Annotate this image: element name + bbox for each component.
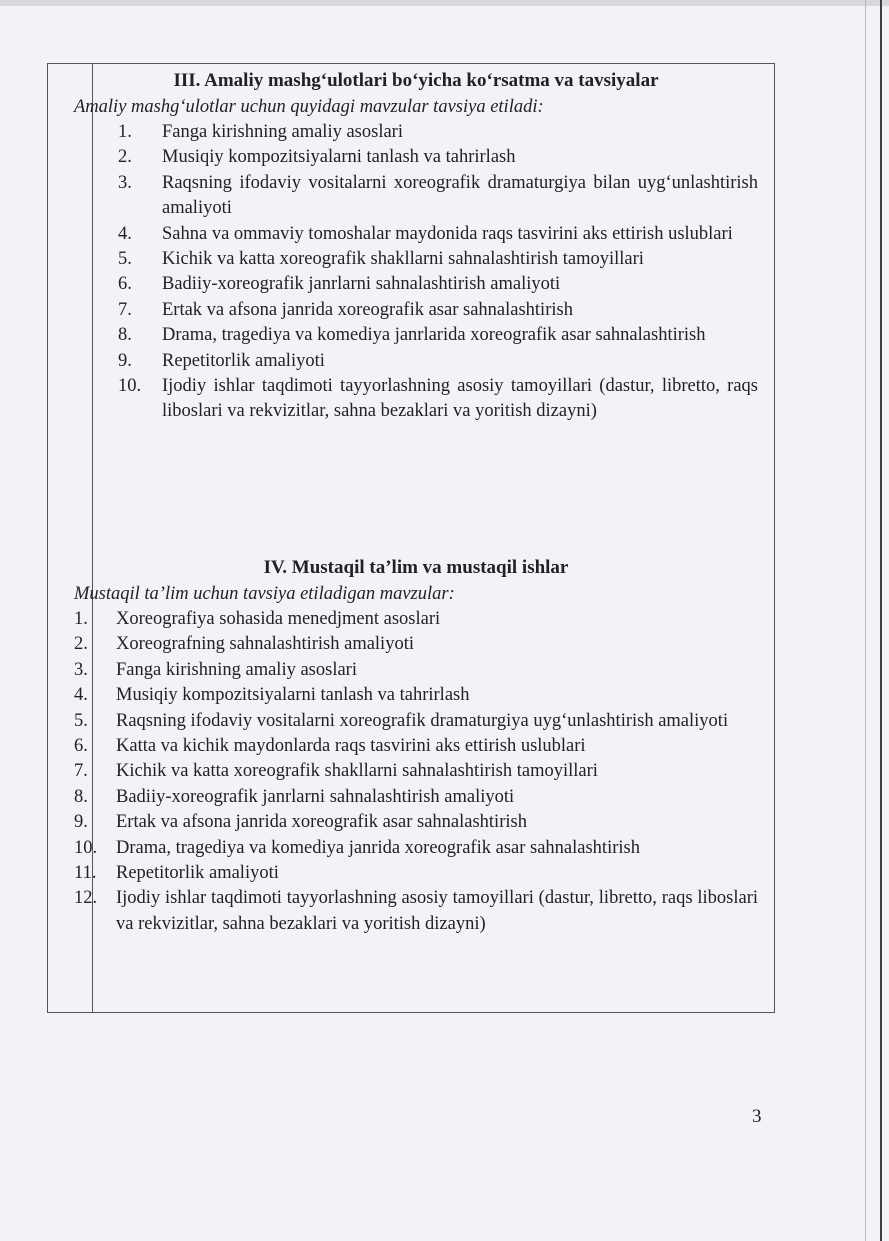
list-item [74,247,758,272]
list-item-text: Repetitorlik amaliyoti [162,350,325,371]
list-item [74,145,758,170]
list-item-number: 11. [74,863,97,884]
list-item-text: Kichik va katta xoreografik shakllarni sahnalashtirish tamoyillari [116,761,598,782]
list-item [74,836,758,861]
list-item-text: Xoreografiya sohasida menedjment asoslari [116,609,441,629]
list-item [74,120,758,145]
list-item-text: Drama, tragediya va komediya janrlarida xoreografik asar sahnalashtirish [162,325,706,346]
list-item-text: Musiqiy kompozitsiyalarni tanlash va tahrirlash [162,147,516,168]
list-item [74,759,758,784]
list-item-number: 3. [118,172,132,193]
list-item [74,171,758,222]
list-item [74,709,758,734]
list-item-text: Ijodiy ishlar taqdimoti tayyorlashning asosiy tamoyillari (dastur, libretto, raqs liboslari va rekvizitlar, sahna bezaklari va yoritish dizayni) [116,888,758,934]
list-item-text: Xoreografning sahnalashtirish amaliyoti [116,634,414,655]
list-item-number: 12. [74,888,98,909]
topic-list [74,120,758,425]
list-item-number: 4. [118,223,132,244]
list-item-number: 5. [74,710,88,731]
list-item [74,349,758,374]
page-edge-line [865,0,866,1241]
list-item-number: 9. [118,350,132,371]
list-item-number: 3. [74,659,88,680]
list-item-text: Kichik va katta xoreografik shakllarni sahnalashtirish tamoyillari [162,249,644,270]
list-item-number: 4. [74,685,88,706]
list-item [74,861,758,886]
list-item-number: 1. [74,609,88,629]
list-item-text: Katta va kichik maydonlarda raqs tasvirini aks ettirish uslublari [116,736,586,757]
binding-edge-line [880,0,882,1241]
list-item-text: Raqsning ifodaviy vositalarni xoreografik dramaturgiya uyg‘unlashtirish amaliyoti [116,710,729,731]
section-subtitle: Amaliy mashg‘ulotlar uchun quyidagi mavzular tavsiya etiladi: [74,97,544,117]
list-item [74,632,758,657]
list-item-number: 7. [118,299,132,320]
section-practical-exercises [74,68,758,425]
list-item-text: Drama, tragediya va komediya janrida xoreografik asar sahnalashtirish [116,837,640,858]
list-item [74,810,758,835]
section-title: III. Amaliy mashg‘ulotlari bo‘yicha ko‘rsatma va tavsiyalar [173,70,659,91]
list-item [74,272,758,297]
list-item [74,683,758,708]
list-item-number: 2. [118,147,132,168]
list-item-text: Fanga kirishning amaliy asoslari [116,659,357,680]
list-item [74,298,758,323]
list-item-number: 7. [74,761,88,782]
list-item [74,607,758,632]
list-item-text: Fanga kirishning amaliy asoslari [162,122,403,142]
list-item-number: 6. [74,736,88,757]
content-table [47,63,775,1013]
section-subtitle: Mustaqil ta’lim uchun tavsiya etiladigan mavzular: [74,584,455,604]
list-item [74,658,758,683]
page-number: 3 [752,1106,762,1127]
list-item [74,886,758,937]
list-item [74,323,758,348]
list-item-number: 8. [118,325,132,346]
topic-list [74,607,758,937]
scan-top-shade [0,0,889,6]
list-item-number: 10. [118,376,142,397]
list-item [74,785,758,810]
list-item-text: Musiqiy kompozitsiyalarni tanlash va tahrirlash [116,685,470,706]
list-item-text: Ijodiy ishlar taqdimoti tayyorlashning asosiy tamoyillari (dastur, libretto, raqs liboslari va rekvizitlar, sahna bezaklari va yoritish dizayni) [162,376,758,422]
list-item [74,222,758,247]
list-item [74,734,758,759]
list-item-text: Repetitorlik amaliyoti [116,863,279,884]
list-item-text: Badiiy-xoreografik janrlarni sahnalashtirish amaliyoti [116,786,515,807]
list-item-text: Ertak va afsona janrida xoreografik asar sahnalashtirish [162,299,573,320]
list-item [74,374,758,425]
section-title: IV. Mustaqil ta’lim va mustaqil ishlar [263,557,569,578]
list-item-number: 5. [118,249,132,270]
list-item-text: Badiiy-xoreografik janrlarni sahnalashtirish amaliyoti [162,274,561,295]
list-item-text: Sahna va ommaviy tomoshalar maydonida raqs tasvirini aks ettirish uslublari [162,223,733,244]
list-item-number: 1. [118,122,132,142]
list-item-number: 6. [118,274,132,295]
list-item-number: 10. [74,837,98,858]
section-independent-study [74,555,758,937]
list-item-number: 9. [74,812,88,833]
list-item-text: Ertak va afsona janrida xoreografik asar sahnalashtirish [116,812,527,833]
list-item-number: 2. [74,634,88,655]
list-item-number: 8. [74,786,88,807]
list-item-text: Raqsning ifodaviy vositalarni xoreografik dramaturgiya bilan uyg‘unlashtirish amaliyoti [162,172,758,219]
